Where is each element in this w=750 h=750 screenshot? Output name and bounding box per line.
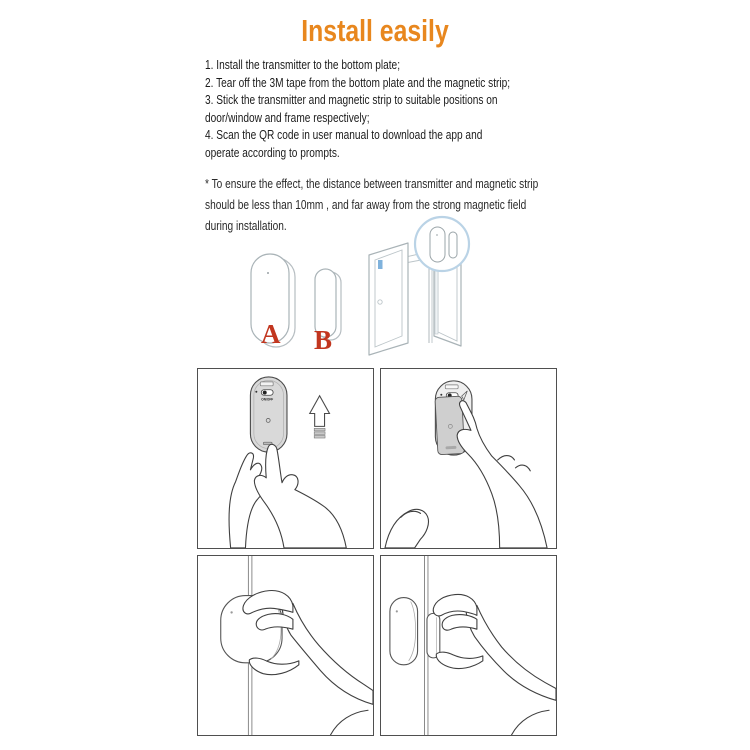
- led-dot: [267, 272, 269, 274]
- wrist-line: [512, 710, 550, 735]
- right-hand-illustration: [457, 401, 547, 548]
- label-b: B: [314, 325, 333, 352]
- instruction-step-4-cont: operate according to prompts.: [205, 144, 340, 160]
- finger-illustration: [256, 614, 293, 630]
- instruction-step-1: 1. Install the transmitter to the bottom plate;: [205, 57, 401, 72]
- page-title: Install easily: [301, 13, 449, 48]
- finger-illustration: [442, 615, 477, 631]
- right-hand-illustration: [254, 444, 346, 548]
- switch-label: ON/OFF: [261, 397, 274, 402]
- transmitter-mounted-illustration: [390, 598, 418, 665]
- sensor-position-marker: [378, 260, 383, 269]
- panel-stick-magnetic-strip: [380, 555, 557, 736]
- device-back-illustration: [250, 377, 287, 452]
- instruction-step-3-cont: door/window and frame respectively;: [205, 109, 370, 125]
- knuckle-line: [498, 456, 515, 460]
- instructions-list: [205, 56, 605, 161]
- note-line-3: during installation.: [205, 218, 287, 233]
- door-closed-illustration: [369, 243, 408, 355]
- magnetic-strip-b-illustration: [314, 269, 341, 352]
- instruction-step-3: 3. Stick the transmitter and magnetic strip to suitable positions on: [205, 92, 498, 107]
- sensor-pair-figure: [238, 247, 358, 352]
- panel-stick-transmitter: [197, 555, 374, 736]
- left-hand-illustration: [229, 453, 267, 548]
- wrist-line: [330, 710, 368, 735]
- thumb-illustration: [249, 658, 299, 675]
- thumb-illustration: [436, 652, 483, 668]
- install-steps-panels: [197, 368, 557, 736]
- panel-remove-bottom-plate: [197, 368, 374, 549]
- panel-tear-3m-tape: [380, 368, 557, 549]
- instruction-step-4: 4. Scan the QR code in user manual to download the app and: [205, 127, 483, 142]
- left-hand-illustration: [385, 509, 429, 548]
- right-hand-illustration: [466, 605, 556, 700]
- right-hand-illustration: [282, 603, 373, 704]
- arrow-up-icon: [310, 396, 330, 438]
- callout-magnet: [449, 232, 457, 258]
- finger-illustration: [433, 594, 477, 615]
- note-line-2: should be less than 10mm , and far away from the strong magnetic field: [205, 197, 527, 212]
- transmitter-a-illustration: [251, 254, 295, 349]
- sensor-callout-circle: [415, 217, 469, 271]
- label-a: A: [261, 319, 281, 349]
- magnetic-strip-illustration: [427, 613, 440, 657]
- note-line-1: * To ensure the effect, the distance between transmitter and magnetic strip: [205, 176, 539, 191]
- callout-transmitter: [430, 227, 445, 262]
- instruction-step-2: 2. Tear off the 3M tape from the bottom plate and the magnetic strip;: [205, 74, 511, 90]
- door-installation-figure: [363, 214, 478, 356]
- knuckle-line: [515, 465, 530, 471]
